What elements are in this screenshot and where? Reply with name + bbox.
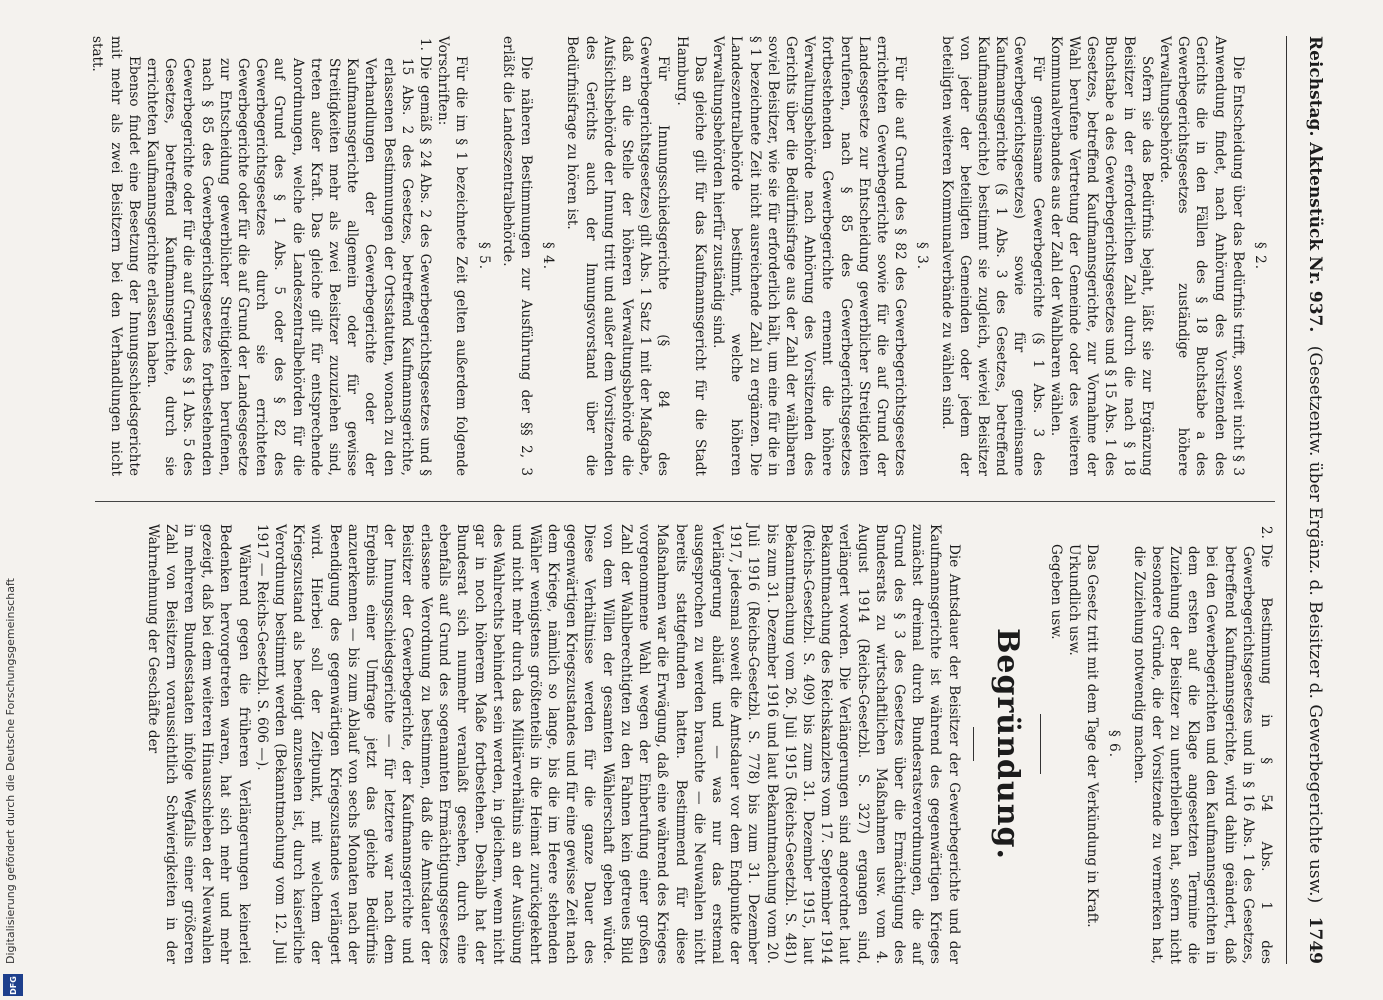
footer-inner bbox=[4, 2, 24, 992]
left-column bbox=[89, 36, 1275, 476]
page-content bbox=[45, 36, 1345, 964]
dfg-logo-text: DFG bbox=[8, 975, 18, 995]
section-5-item-1 bbox=[143, 36, 434, 476]
section-2-title: § 2. bbox=[1252, 241, 1268, 271]
section-5-paragraph-1: Für die im § 1 bezeichnete Zeit gelten außerdem folgende Vorschriften: bbox=[435, 36, 470, 476]
page-number: 1749 bbox=[1305, 916, 1325, 964]
separator-rule bbox=[1040, 714, 1041, 774]
section-5-item-2 bbox=[1129, 524, 1275, 964]
section-3-paragraph-3: Für Innungsschiedsgerichte (§ 84 des Gewerbegerichtsgesetzes) gilt Abs. 1 Satz 1 mit der Maßgabe, daß an die Stelle der höheren Verwaltungsbehörde die Aufsichtsbehörde der Innung tritt und außer dem Vorsitzenden des Gerichts auch der Innungsvorstand über die Bedürfnisfrage zu hören ist. bbox=[564, 36, 672, 476]
item-number: 1. bbox=[417, 38, 434, 51]
closing-line-1: Urkundlich usw. bbox=[1065, 544, 1082, 656]
page-header bbox=[1297, 36, 1333, 964]
section-5-paragraph-2: Ebenso findet eine Besetzung der Innungsschiedsgerichte mit mehr als zwei Beisitzern bei den Verhandlungen nicht statt. bbox=[89, 36, 142, 476]
section-6-paragraph-1: Das Gesetz tritt mit dem Tage der Verkündung in Kraft. bbox=[1084, 544, 1101, 928]
section-3-paragraph-2: Das gleiche gilt für das Kaufmannsgericht für die Stadt Hamburg. bbox=[673, 36, 708, 476]
begruendung-paragraph-1: Die Amtsdauer der Beisitzer der Gewerbegerichte und der Kaufmannsgerichte ist während des gegenwärtigen Krieges zunächst dreimal durch Bundesratsverordnungen, die auf Grund des § 3 des Gesetzes über die Ermächtigung des Bundesrats zu wirtschaftlichen Maßnahmen usw. vom 4. August 1914 (Reichs-Gesetzbl. S. 327) ergangen sind, verlängert worden. Die Verlängerungen sind angeordnet laut Bekanntmachung des Reichskanzlers vom 17. September 1914 (Reichs-Gesetzbl. S. 409) bis zum 31. Dezember 1915, laut Bekanntmachung vom 26. Juli 1915 (Reichs-Gesetzbl. S. 481) bis zum 31. Dezember 1916 und laut Bekanntmachung vom 20. Juli 1916 (Reichs-Gesetzbl. S. 778) bis zum 31. Dezember 1917, jedesmal soweit die Amtsdauer vor dem Endpunkte der Verlängerung abläuft und — was nur das erstemal ausgesprochen zu werden brauchte — die Neuwahlen nicht bereits stattgefunden hatten. Bestimmend für diese Maßnahmen war die Erwägung, daß eine während des Krieges vorgenommene Wahl wegen der Einberufung einer großen Zahl der Wahlberechtigten zu den Fahnen kein getreues Bild von dem Willen der gesamten Wählerschaft geben würde. Diese Verhältnisse werden für die ganze Dauer des gegenwärtigen Kriegszustandes und für eine gewisse Zeit nach dem Kriege, nämlich so lange, bis die im Heere stehenden Wähler wenigstens größtenteils in die Heimat zurückgekehrt und nicht mehr durch das Militärverhältnis an der Ausübung des Wahlrechts behindert sein werden, in gleichem, wenn nicht gar in noch höherem Maße fortbestehen. Deshalb hat der Bundesrat sich nunmehr veranlaßt gesehen, durch eine ebenfalls auf Grund des sogenannten Ermächtigungsgesetzes erlassene Verordnung zu bestimmen, daß die Amtsdauer der Beisitzer der Gewerbegerichte, der Kaufmannsgerichte und der Innungsschiedsgerichte — für letztere war nach dem Ergebnis einer Umfrage jetzt das gleiche Bedürfnis anzuerkennen — bis zum Ablauf von sechs Monaten nach der Beendigung des gegenwärtigen Kriegszustandes verlängert wird. Hierbei soll der Zeitpunkt, mit welchem der Kriegszustand als beendigt anzusehen ist, durch kaiserliche Verordnung bestimmt werden (Bekanntmachung vom 12. Juli 1917 — Reichs-Gesetzbl. S. 606 —). bbox=[253, 524, 962, 964]
section-4-paragraph-1: Die näheren Bestimmungen zur Ausführung der §§ 2, 3 erläßt die Landeszentralbehörde. bbox=[499, 36, 535, 476]
begruendung-title: Begründung. bbox=[989, 628, 1025, 860]
digitization-footer bbox=[0, 0, 28, 1000]
section-4-title: § 4. bbox=[540, 241, 557, 271]
section-3-title: § 3. bbox=[914, 241, 931, 271]
section-2-paragraph-3: Für gemeinsame Gewerbegerichte (§ 1 Abs. 3 des Gewerbegerichtsgesetzes) sowie für gemeinsame Kaufmannsgerichte (§ 1 Abs. 3 des Gesetzes, betreffend Kaufmannsgerichte) bestimmt sie zugleich, wieviel Beisitzer von jeder der beteiligten Gemeinden oder jedem der beteiligten weiteren Kommunalverbände zu wählen sind. bbox=[938, 36, 1046, 476]
section-3-paragraph-1: Für die auf Grund des § 82 des Gewerbegerichtsgesetzes errichteten Gewerbegerichte sowie für die auf Grund der Landesgesetze zur Entscheidung gewerblicher Streitigkeiten berufenen, nach § 85 des Gewerbegerichtsgesetzes fortbestehenden Gewerbegerichte ernennt die höhere Verwaltungsbehörde nach Anhörung des Vorsitzenden des Gerichts über die Bedürfnisfrage aus der Zahl der wählbaren soviel Beisitzer, wie sie für erforderlich hält, um eine für die in § 1 bezeichnete Zeit nicht ausreichende Zahl zu ergänzen. Die Landeszentralbehörde bestimmt, welche höheren Verwaltungsbehörden hierfür zuständig sind. bbox=[710, 36, 909, 476]
item-text: Die gemäß § 24 Abs. 2 des Gewerbegerichtsgesetzes und § 15 Abs. 2 des Gesetzes, betreffend Kaufmannsgerichte, erlassenen Bestimmungen der Ortsstatuten, wonach zu den Verhandlungen der Gewerbegerichte oder der Kaufmannsgerichte allgemein oder für gewisse Streitigkeiten mehr als zwei Beisitzer zuzuziehen sind, treten außer Kraft. Das gleiche gilt für entsprechende Anordnungen, welche die Landeszentralbehörden für die auf Grund des § 1 Abs. 5 oder des § 82 des Gewerbegerichtsgesetzes durch sie errichteten Gewerbegerichte oder für die auf Grund der Landesgesetze zur Entscheidung gewerblicher Streitigkeiten berufenen, nach § 85 des Gewerbegerichtsgesetzes fortbestehenden Gewerbegerichte oder für die auf Grund des § 1 Abs. 5 des Gesetzes, betreffend Kaufmannsgerichte, durch sie errichteten Kaufmannsgerichte erlassen haben. bbox=[144, 56, 434, 476]
closing-line-2: Gegeben usw. bbox=[1047, 544, 1064, 640]
header-title: Reichstag. Aktenstück Nr. 937. bbox=[1305, 36, 1325, 333]
begruendung-paragraph-2: Während gegen die früheren Verlängerungen keinerlei Bedenken hervorgetreten waren, hat sich mehr und mehr gezeigt, daß bei dem weiteren Hinausschieben der Neuwahlen in mehreren Bundesstaaten infolge Wegfalls einer größeren Zahl von Beisitzern voraussichtlich Schwierigkeiten in der Wahrnehmung der Geschäfte der bbox=[144, 524, 252, 964]
header-subtitle: (Gesetzentw. über Ergänz. d. Beisitzer d. Gewerbegerichte usw.) bbox=[1305, 345, 1325, 904]
section-5-title: § 5. bbox=[475, 241, 492, 271]
section-2-paragraph-2: Sofern sie das Bedürfnis bejaht, läßt sie zur Ergänzung Beisitzer in der erforderlichen Zahl durch die nach § 18 Buchstabe a des Gewerbegerichtsgesetzes und § 15 Abs. 1 des Gesetzes, betreffend Kaufmannsgerichte, zur Vornahme der Wahl berufene Vertretung der Gemeinde oder des weiteren Kommunalverbandes aus der Zahl der Wahlbaren wählen. bbox=[1047, 36, 1155, 476]
funding-note: Digitalisierung gefördert durch die Deutsche Forschungsgemeinschaft bbox=[4, 578, 17, 964]
right-column bbox=[95, 524, 1275, 964]
header-rule bbox=[1286, 36, 1287, 964]
section-2-paragraph-1: Die Entscheidung über das Bedürfnis trifft, soweit nicht § 3 Anwendung findet, nach Anhörung des Vorsitzenden des Gerichts die in den Fällen des § 18 Buchstabe a des Gewerbegerichtsgesetzes zuständige höhere Verwaltungsbehörde. bbox=[1156, 36, 1246, 476]
title-rule bbox=[973, 727, 974, 761]
section-6-title: § 6. bbox=[1106, 729, 1123, 759]
dfg-logo-icon bbox=[3, 974, 23, 996]
column-divider bbox=[95, 501, 1275, 502]
item-text: Die Bestimmung in § 54 Abs. 1 des Gewerbegerichtsgesetzes und in § 16 Abs. 1 des Gesetzes, betreffend Kaufmannsgerichte, wird dahin geändert, daß bei den Gewerbegerichten und den Kaufmannsgerichten in dem ersten auf die Klage angesetzten Termine die Zuziehung der Beisitzer zu unterbleiben hat, sofern nicht besondere Gründe, die der Vorsitzende zu vermerken hat, die Zuziehung notwendig machen. bbox=[1130, 544, 1274, 964]
item-number: 2. bbox=[1258, 526, 1274, 539]
